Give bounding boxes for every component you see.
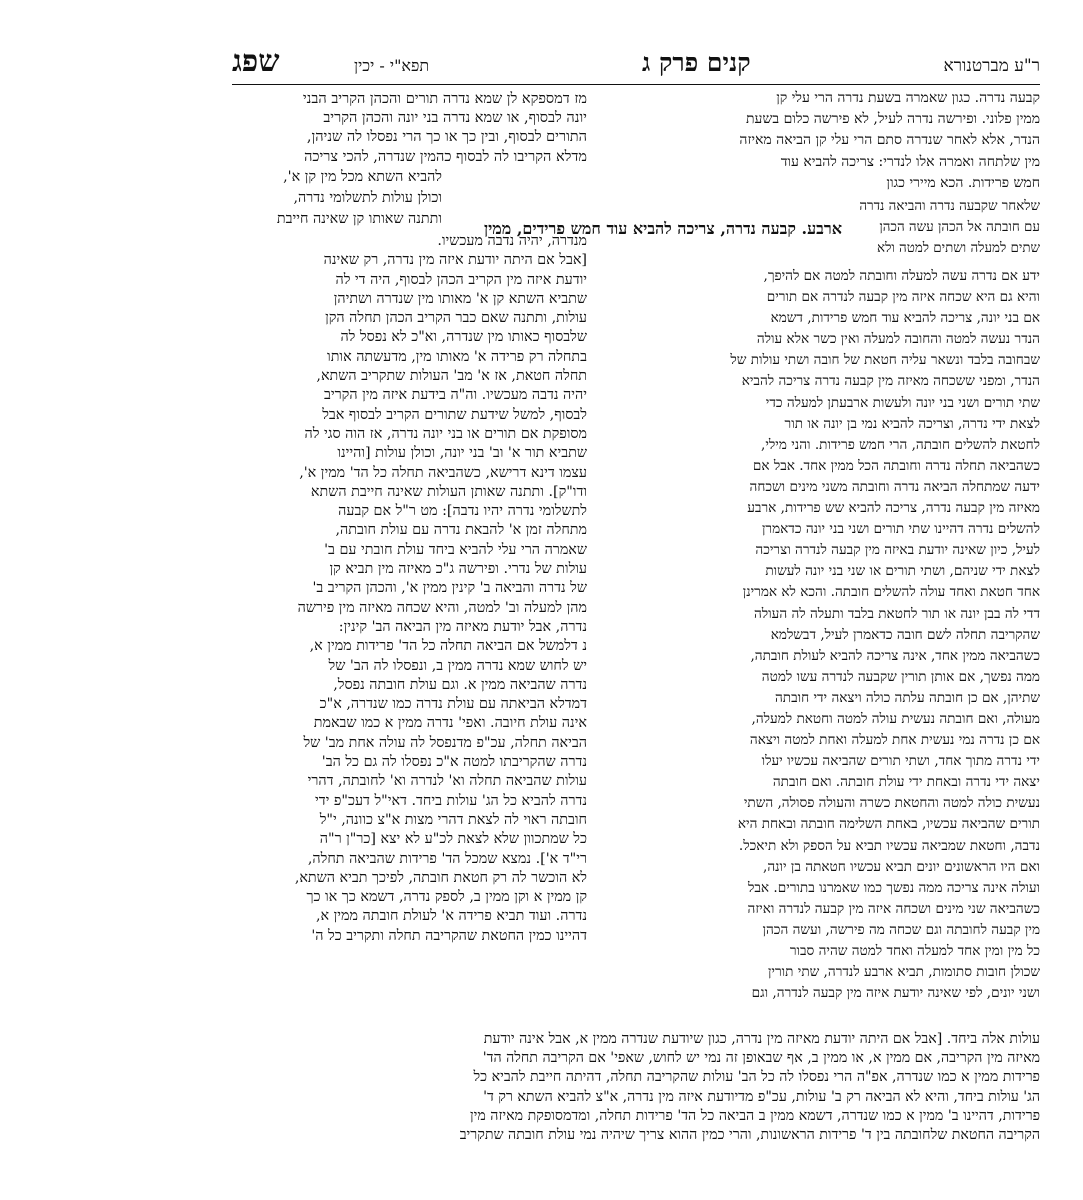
text-line: הנדר נעשה למטה והחובה למעלה ואין כשר אלא עולה [756,331,1040,348]
text-line: בתחלה רק פרידה א' מאותו מין, מדעשתה אותו [327,348,587,365]
text-line: יש לחוש שמא נדרה ממין ב, ונפסלו לה הב' של [328,657,587,674]
text-line: עולות אלה ביחד. [אבל אם היתה יודעת מאיזה מין נדרה, כגון שיודעת שנדרה ממין א, אבל אינה יודעת [483,1031,1040,1047]
text-line: ותתנה שאותו קן שאינה חייבת [276,211,442,227]
text-line: פרידות, דהיינו ב' ממין א כמו שנדרה, דשמא ממין ב הביאה כל הד' פרידות תחלה, ומדמסופקת מאיזה מין [470,1107,1040,1124]
text-line: שתיהן, אם כן חובתה עלתה כולה ויצאה ידי חובתה [774,689,1040,706]
bartenura-top [612,88,1040,196]
text-line: ושני יונים, לפי שאינה יודעת איזה מין קבעה לנדרה, וגם [751,985,1040,1002]
text-line: ידעה שמתחלה הביאה נדרה וחובתה משני מינים ושכחה [749,478,1040,495]
footer-text [232,1030,1040,1180]
text-line: עולות, ותתנה שאם כבר הקריב הכהן תחלה הקן [325,310,587,327]
page-number: שפג [232,44,280,79]
bartenura-main [612,266,1040,1036]
text-line: מין קבעה לחובתה וגם שכחה מה פירשה, ועשה הכהן [762,921,1040,938]
chapter-title: קנים פרק ג [642,48,751,77]
text-line: הנדר, ומפני ששכחה מאיזה מין קבעה נדרה צריכה להביא [741,373,1040,390]
text-line: יודעת איזה מין הקריב הכהן לבסוף, היה די לה [335,271,587,288]
text-line: יהיה נדבה מעכשיו. וה"ה בידעת איזה מין הקריב [324,387,587,404]
text-line: שאמרה הרי עלי להביא ביחד עולת חובתי עם ב' [324,541,587,558]
text-line: שבחובה בלבד ונשאר עליה חטאת של חובה ושתי עולות של [730,352,1040,369]
text-line: נדבה, וחטאת שמביאה עכשיו תביא על הספק ולא תיאכל. [738,837,1040,854]
text-line: מעולה, ואם חובתה נעשית עולה למטה וחטאת למעלה, [751,710,1040,727]
text-line: נדרה, אבל יודעת מאיזה מין הביאה הב' קינין: [338,618,587,635]
text-line: נדרה שהקריבתו למטה א"כ נפסלו לה גם כל הב' [321,754,587,771]
text-line: שתי תורים ושני בני יונה ולעשות ארבעתן למעלה כדי [765,394,1040,411]
text-line: ממין פלוני. ופירשה נדרה לעיל, לא פירשה כלום בשעת [746,111,1040,128]
text-line: דמדלא הביאתה עם עולת נדרה כמו שנדרה, א"כ [319,696,587,713]
text-line: אם בני יונה, צריכה להביא עוד חמש פרידות, דשמא [770,310,1040,327]
text-line: ודו"ק]. ותתנה שאותן העולות שאינה חייבת השתא [310,483,587,500]
header-rule [232,84,1040,85]
commentary-title: תפא"י - יכין [354,56,430,75]
text-line: עצמו דינא דרישא, כשהביאה תחלה כל הד' ממין א', [299,464,587,481]
text-line: שלבסוף כאותו מין שנדרה, וא"כ לא נפסל לה [340,329,587,346]
text-line: עם חובתה אל הכהן עשה הכהן [879,220,1040,236]
text-line: והיא גם היא שכחה איזה מין קבעה לנדרה אם תורים [766,289,1040,306]
text-line: הג' עולות ביחד, והיא לא הביאה רק ב' עולות, עכ"פ מדיודעת איזה מין נדרה, א"צ להביא השתא רק ד' [483,1088,1040,1105]
text-line: נדרה להביא כל הג' עולות ביחד. דאי"ל דעכ"פ ידי [314,792,587,809]
text-line: קן ממין א וקן ממין ב, לספק נדרה, דשמא כך או כך [306,889,587,906]
text-line: התורים לבסוף, ובין כך או כך הרי נפסלו לה שניהן, [306,129,587,146]
mishna-text: ארבע. קבעה נדרה, צריכה להביא עוד חמש פרידים, ממין [484,219,842,238]
text-line: מסופקת אם תורים או בני יונה נדרה, אז הוה סגי לה [304,425,587,442]
text-line: שהקריבה תחלה לשם חובה כדאמרן לעיל, דבשלמא [770,626,1040,643]
text-line: דהיינו כמין החטאת שהקריבה תחלה ותקריב כל ה' [311,927,587,944]
text-line: לעיל, כיון שאינה יודעת באיזה מין קבעה לנדרה וצריכה [755,542,1040,559]
text-line: ידי נדרה מתוך אחד, ושתי תורים שהביאה עכשיו יעלו [761,753,1040,770]
text-line: כל מין ומין אחד למעלה ואחד למטה שהיה סבור [789,943,1040,959]
text-line: שלאחר שקבעה נדרה והביאה נדרה [859,199,1040,214]
text-line: נעשית כולה למטה והחטאת כשרה והעולה פסולה, השתי [743,795,1040,812]
text-line: הביאה תחלה, עכ"פ מדנפסל לה עולה אחת מב' של [303,734,587,751]
text-line: נדרה שהביאה ממין א. וגם עולת חובתה נפסל, [333,676,587,693]
text-line: של נדרה והביאה ב' קינין ממין א', והכהן הקריב ב' [312,580,587,597]
text-line: אינה עולת חיובה. ואפי' נדרה ממין א כמו שבאמת [313,715,587,732]
text-line: שתביא תור א' וב' בני יונה, וכולן עולות [והיינו [337,445,587,462]
text-line: [אבל אם היתה יודעת איזה מין נדרה, רק שאינה [323,252,587,269]
text-line: מז דמספקא לן שמא נדרה תורים והכהן הקריב הבני [302,91,587,107]
text-line: קבעה נדרה. כגון שאמרה בשעת נדרה הרי עלי קן [776,90,1040,106]
bartenura-side [854,196,1040,271]
text-line: לצאת ידי שניהם, ושתי תורים או שני בני יונה לעשות [765,563,1040,580]
text-line: שתביא השתא קן א' מאותו מין שנדרה ושתיהן [333,290,587,307]
text-line: כשהביאה תחלה נדרה וחובתה הכל ממין אחד. אבל אם [752,457,1040,474]
text-line: ידע אם נדרה עשה למעלה וחובתה למטה אם להיפך, [763,268,1040,284]
text-line: אם כן נדרה נמי נעשית אחת למעלה ואחת למטה ויצאה [749,732,1040,749]
text-line: להביא השתא מכל מין קן א', [283,169,442,185]
text-line: חובתה ראוי לה לצאת דהרי מצות א"צ כוונה, י"ל [319,811,587,828]
text-line: ממה נפשך, אם אותן תורין שקבעה לנדרה עשו למטה [761,668,1040,685]
text-line: הנדר, אלא לאחר שנדרה סתם הרי עלי קן הביאה מאיזה [739,132,1040,149]
text-line: מאיזה מין קבעה נדרה, צריכה להביא שש פרידות, ארבע [747,500,1040,517]
tiferet-side [232,167,442,232]
text-line: תחלה חטאת, אז א' מב' העולות שתקריב השתא, [316,368,587,385]
text-line: לתשלומי נדרה יהיו נדבה]: מט ר"ל אם קבעה [338,503,587,520]
text-line: להשלים נדרה דהיינו שתי תורים ושני בני יונה כדאמרן [761,521,1040,538]
text-line: ואם היו הראשונים יונים תביא עכשיו חטאתה בן יונה, [763,858,1040,875]
text-line: מדלא הקריבו לה לבסוף כהמין שנדרה, להכי צריכה [304,148,587,165]
text-line: עולות של נדרי. ופירשה ג"כ מאיזה מין תביא קן [329,561,587,578]
text-line: מאיזה מין הקריבה, אם ממין א, או ממין ב, אף שבאופן זה נמי יש לחוש, שאפי' אם הקריבה תחלה הד' [482,1050,1040,1067]
text-line: שתים למעלה ושתים למטה ולא [877,241,1040,257]
text-line: לבסוף, למשל שידעת שתורים הקריב לבסוף אבל [322,406,587,423]
text-line: וכולן עולות לתשלומי נדרה, [293,190,442,206]
text-line: רי"ד א']. נמצא שמכל הד' פרידות שהביאה תחלה, [307,850,587,867]
text-line: יצאה ידי נדרה ובאחת ידי עולת חובתה. ואם חובתה [772,774,1040,791]
text-line: פרידות ממין א כמו שנדרה, אפ"ה הרי נפסלו לה כל הב' עולות שהקריבה תחלה, דהיתה חייבת להביא כל [473,1069,1040,1086]
text-line: נ דלמשל אם הביאה תחלה כל הד' פרידות ממין א, [309,638,587,655]
text-line: לצאת ידי נדרה, וצריכה להביא נמי בן יונה או תור [784,415,1040,432]
text-line: כשהביאה שני מינים ושכחה איזה מין קבעה לנדרה ואיזה [747,900,1040,917]
tiferet-main [232,232,587,1032]
text-line: מין שלתחה ואמרה אלו לנדרי: צריכה להביא עוד [780,153,1040,170]
text-line: עולות שהביאה תחלה וא' לנדרה וא' לחובתה, דהרי [307,773,587,790]
text-line: הקריבה החטאת שלחובתה בין ד' פרידות הראשונות, והרי כמין ההוא צריך שיהיה נמי עולת חובתה שתקריב [459,1127,1040,1144]
text-line: ועולה אינה צריכה ממה נפשך כמו שאמרנו בתורים. אבל [748,879,1040,896]
page-header [232,44,1040,84]
text-line: חמש פרידות. הכא מיירי כגון [886,174,1040,191]
text-line: כל שמתכוון שלא לצאת לכ"ע לא יצא [כר"ן ר"ה [319,831,587,848]
bartenura-title: ר"ע מברטנורא [943,56,1040,76]
text-line: לא הוכשר לה רק חטאת חובתה, לפיכך תביא השתא, [294,869,587,886]
text-line: נדרה. ועוד תביא פרידה א' לעולת חובתה ממין א, [315,908,587,925]
text-line: לחטאת להשלים חובתה, הרי חמש פרידות. והני מילי, [761,436,1040,453]
text-line: שכולן חובות סתומות, תביא ארבע לנדרה, שתי תורין [767,964,1040,981]
text-line: יונה לבסוף, או שמא נדרה בני יונה והכהן הקריב [323,110,587,127]
text-line: אחד חטאת ואחד עולה להשלים חובתה. והכא לא אמרינן [742,584,1040,601]
text-line: מנדרה, יהיה נדבה מעכשיו. [437,233,587,249]
text-line: מהן למעלה וב' למטה, והיא שכחה מאיזה מין פירשה [297,599,587,616]
text-line: כשהביאה ממין אחד, אינה צריכה להביא לעולת חובתה, [750,647,1040,664]
text-line: דדי לה בבן יונה או תור לחטאת בלבד ותעלה לה העולה [753,605,1040,622]
text-line: מתחלה זמן א' להבאת נדרה עם עולת חובתה, [335,522,587,539]
text-line: תורים שהביאה עכשיו, באחת השלימה חובתה ובאחת היא [737,816,1040,833]
